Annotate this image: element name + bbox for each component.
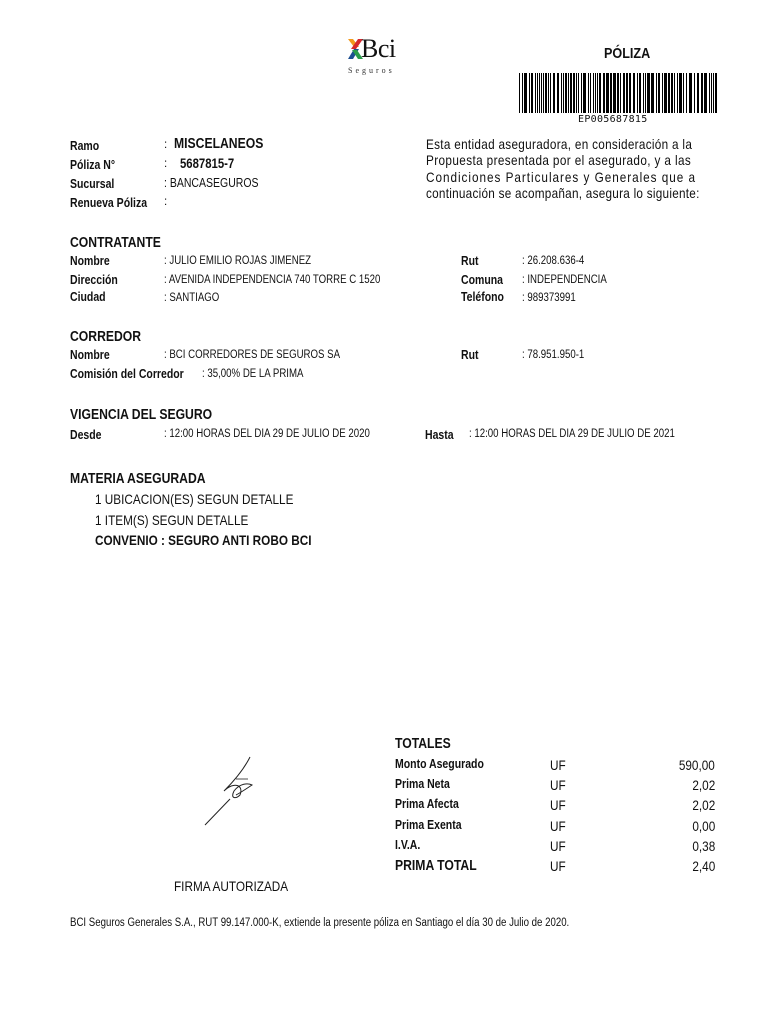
comuna-label: Comuna xyxy=(461,273,503,287)
direccion-label: Dirección xyxy=(70,273,118,287)
vigencia-heading: VIGENCIA DEL SEGURO xyxy=(70,407,213,423)
materia-heading: MATERIA ASEGURADA xyxy=(70,471,206,487)
totales-row-amount: 2,02 xyxy=(692,797,715,813)
intro-line: Esta entidad aseguradora, en consideración a la xyxy=(426,136,693,152)
telefono-text: 989373991 xyxy=(527,292,576,304)
poliza-value: 5687815-7 xyxy=(180,156,235,171)
nombre-text: JULIO EMILIO ROJAS JIMENEZ xyxy=(169,255,312,267)
ramo-value: MISCELANEOS xyxy=(174,136,264,152)
poliza-label: Póliza N° xyxy=(70,158,116,172)
ciudad-text: SANTIAGO xyxy=(169,292,220,304)
renueva-label: Renueva Póliza xyxy=(70,196,148,210)
logo-subtext: Seguros xyxy=(348,66,395,75)
colon: : xyxy=(164,158,168,170)
totales-row-unit: UF xyxy=(550,818,566,834)
telefono-label: Teléfono xyxy=(461,290,504,304)
colon: : xyxy=(164,139,168,151)
totales-row-unit: UF xyxy=(550,757,566,773)
corredor-nombre-value: : BCI CORREDORES DE SEGUROS SA xyxy=(164,349,341,361)
totales-row-amount: 0,38 xyxy=(692,838,715,854)
totales-row-amount: 590,00 xyxy=(679,757,715,773)
rut-label: Rut xyxy=(461,254,479,268)
desde-label: Desde xyxy=(70,428,102,442)
totales-row-label: Monto Asegurado xyxy=(395,757,484,771)
direccion-value: : AVENIDA INDEPENDENCIA 740 TORRE C 1520 xyxy=(164,274,381,286)
materia-line: 1 ITEM(S) SEGUN DETALLE xyxy=(95,512,249,528)
totales-heading: TOTALES xyxy=(395,736,451,752)
corredor-heading: CORREDOR xyxy=(70,329,142,345)
totales-row-unit: UF xyxy=(550,797,566,813)
totales-row-unit: UF xyxy=(550,838,566,854)
hasta-value: : 12:00 HORAS DEL DIA 29 DE JULIO DE 2021 xyxy=(469,428,675,440)
firma-label: FIRMA AUTORIZADA xyxy=(174,878,289,894)
barcode-number: EP005687815 xyxy=(578,114,648,125)
totales-row-label: Prima Afecta xyxy=(395,797,459,811)
corredor-rut-label: Rut xyxy=(461,348,479,362)
document-title: PÓLIZA xyxy=(604,45,651,62)
desde-text: 12:00 HORAS DEL DIA 29 DE JULIO DE 2020 xyxy=(169,428,370,440)
colon: : xyxy=(164,196,168,208)
hasta-label: Hasta xyxy=(425,428,454,442)
corredor-rut-text: 78.951.950-1 xyxy=(527,349,585,361)
direccion-text: AVENIDA INDEPENDENCIA 740 TORRE C 1520 xyxy=(168,274,381,286)
nombre-label: Nombre xyxy=(70,254,110,268)
hasta-text: 12:00 HORAS DEL DIA 29 DE JULIO DE 2021 xyxy=(474,428,675,440)
comision-value: : 35,00% DE LA PRIMA xyxy=(202,368,304,380)
totales-row-unit: UF xyxy=(550,777,566,793)
corredor-nombre-label: Nombre xyxy=(70,348,110,362)
totales-row-amount: 2,02 xyxy=(692,777,715,793)
comuna-text: INDEPENDENCIA xyxy=(527,274,607,286)
totales-row-label: Prima Exenta xyxy=(395,818,462,832)
convenio-line: CONVENIO : SEGURO ANTI ROBO BCI xyxy=(95,532,312,548)
rut-value: : 26.208.636-4 xyxy=(522,255,585,267)
totales-row-label: I.V.A. xyxy=(395,838,421,852)
ramo-label: Ramo xyxy=(70,139,100,153)
materia-line: 1 UBICACION(ES) SEGUN DETALLE xyxy=(95,491,294,507)
ciudad-label: Ciudad xyxy=(70,290,106,304)
comision-text: 35,00% DE LA PRIMA xyxy=(207,368,304,380)
totales-row-label: PRIMA TOTAL xyxy=(395,858,477,874)
desde-value: : 12:00 HORAS DEL DIA 29 DE JULIO DE 2020 xyxy=(164,428,370,440)
signature-icon xyxy=(200,755,270,830)
intro-paragraph xyxy=(426,136,728,201)
totales-row-label: Prima Neta xyxy=(395,777,450,791)
ciudad-value: : SANTIAGO xyxy=(164,292,220,304)
intro-line: Condiciones Particulares y Generales que a xyxy=(426,168,697,185)
corredor-nombre-text: BCI CORREDORES DE SEGUROS SA xyxy=(169,349,341,361)
comision-label: Comisión del Corredor xyxy=(70,367,184,381)
logo-text: Bci xyxy=(361,34,396,63)
footer-text: BCI Seguros Generales S.A., RUT 99.147.000-K, extiende la presente póliza en Santiago el día 30 de Julio de 2020. xyxy=(70,917,570,929)
sucursal-label: Sucursal xyxy=(70,177,115,191)
rut-text: 26.208.636-4 xyxy=(527,255,585,267)
contratante-heading: CONTRATANTE xyxy=(70,235,161,251)
intro-line: Propuesta presentada por el asegurado, y a las xyxy=(426,152,692,169)
bci-logo xyxy=(346,36,412,81)
comuna-value: : INDEPENDENCIA xyxy=(522,274,607,286)
telefono-value: : 989373991 xyxy=(522,292,576,304)
barcode-icon xyxy=(519,73,717,113)
sucursal-text: BANCASEGUROS xyxy=(169,176,259,190)
nombre-value: : JULIO EMILIO ROJAS JIMENEZ xyxy=(164,255,312,267)
totales-row-unit: UF xyxy=(550,858,566,874)
corredor-rut-value: : 78.951.950-1 xyxy=(522,349,585,361)
totales-row-amount: 0,00 xyxy=(692,818,715,834)
intro-line: continuación se acompañan, asegura lo siguiente: xyxy=(426,184,700,201)
sucursal-value: : BANCASEGUROS xyxy=(164,176,259,190)
totales-row-amount: 2,40 xyxy=(692,858,715,874)
